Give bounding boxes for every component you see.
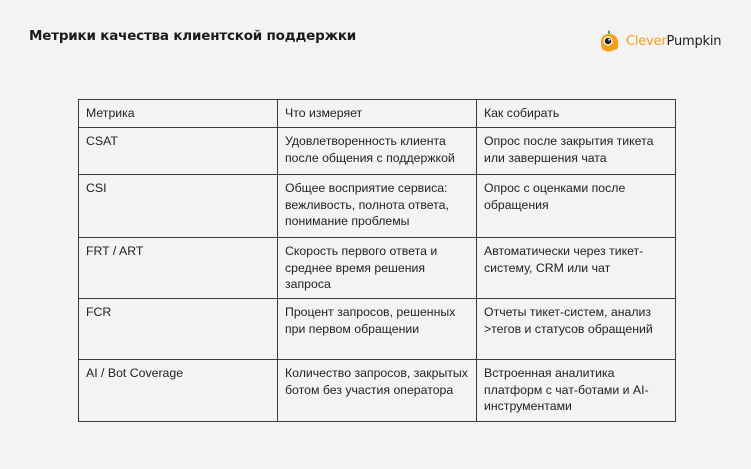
table-row xyxy=(79,175,676,238)
column-header-collect: Как собирать xyxy=(477,100,676,128)
cell-measures: Количество запросов, закрытых ботом без участия оператора xyxy=(278,360,477,422)
table-row xyxy=(79,128,676,175)
cell-collect: Встроенная аналитика платформ с чат-ботами и AI-инструментами xyxy=(477,360,676,422)
page-title: Метрики качества клиентской поддержки xyxy=(29,28,357,44)
table-row xyxy=(79,360,676,422)
brand-name xyxy=(626,34,721,49)
cell-collect: Опрос после закрытия тикета или завершения чата xyxy=(477,128,676,175)
cell-metric: FRT / ART xyxy=(79,238,278,299)
table-row xyxy=(79,238,676,299)
cell-metric: FCR xyxy=(79,299,278,360)
brand-logo xyxy=(598,29,721,53)
cell-measures: Удовлетворенность клиента после общения с поддержкой xyxy=(278,128,477,175)
column-header-measures: Что измеряет xyxy=(278,100,477,128)
cell-collect: Автоматически через тикет-систему, CRM или чат xyxy=(477,238,676,299)
cell-measures: Скорость первого ответа и среднее время решения запроса xyxy=(278,238,477,299)
column-header-metric: Метрика xyxy=(79,100,278,128)
cell-metric: AI / Bot Coverage xyxy=(79,360,278,422)
cell-measures: Общее восприятие сервиса: вежливость, полнота ответа, понимание проблемы xyxy=(278,175,477,238)
cell-collect: Отчеты тикет-систем, анализ >тегов и статусов обращений xyxy=(477,299,676,360)
table-header-row xyxy=(79,100,676,128)
table-row xyxy=(79,299,676,360)
metrics-table xyxy=(78,99,676,422)
cell-metric: CSI xyxy=(79,175,278,238)
cell-metric: CSAT xyxy=(79,128,278,175)
brand-name-pumpkin: Pumpkin xyxy=(666,33,722,49)
cell-collect: Опрос с оценками после обращения xyxy=(477,175,676,238)
pumpkin-logo-icon xyxy=(598,29,620,53)
brand-name-clever: Clever xyxy=(626,33,667,49)
cell-measures: Процент запросов, решенных при первом обращении xyxy=(278,299,477,360)
